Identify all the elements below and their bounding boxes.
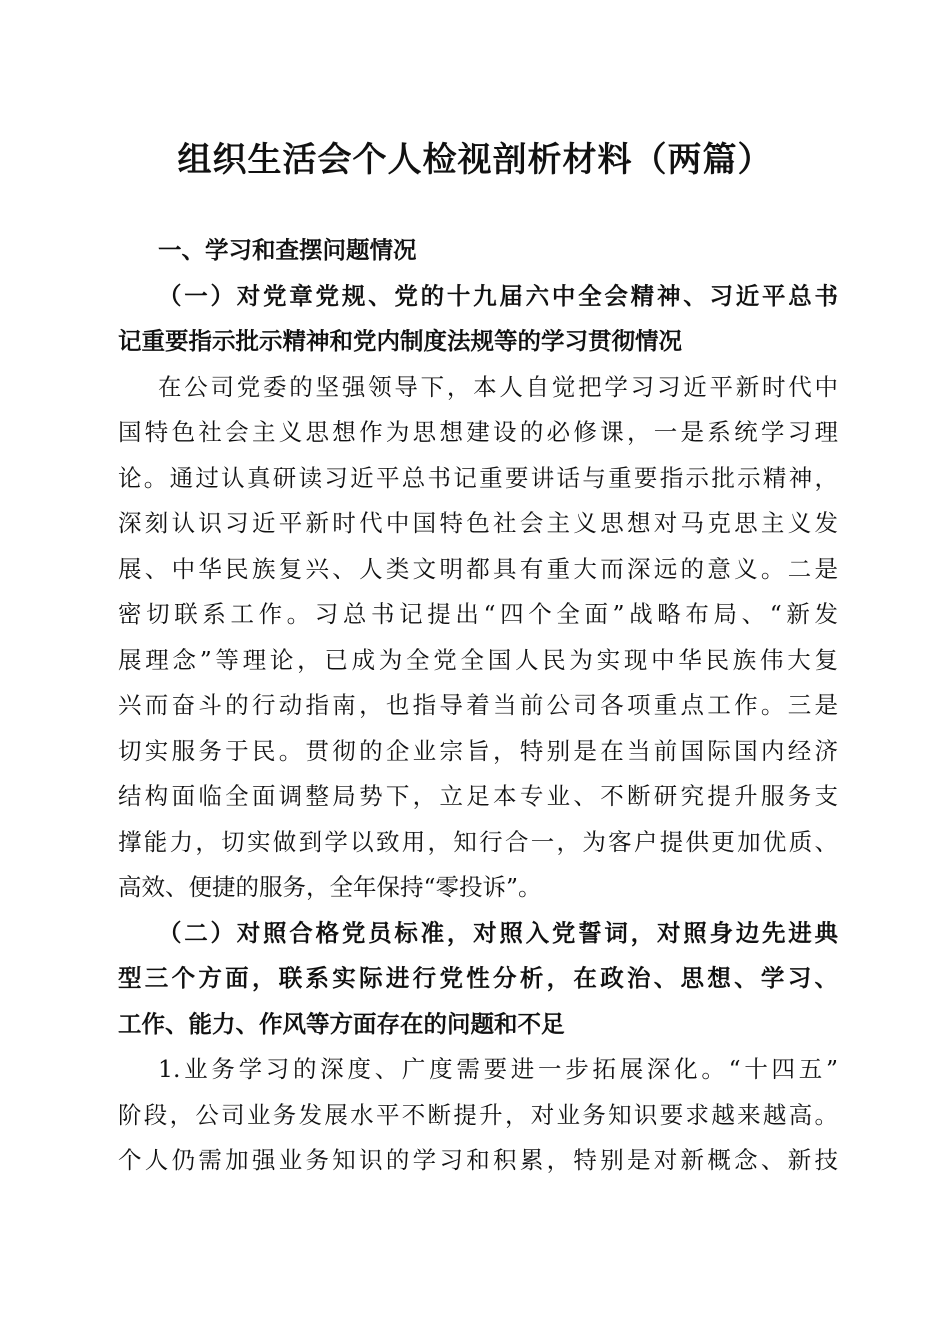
paragraph-line: 论。通过认真研读习近平总书记重要讲话与重要指示批示精神， (118, 463, 838, 492)
paragraph-line: 1.业务学习的深度、广度需要进一步拓展深化。“十四五” (158, 1055, 838, 1083)
paragraph-line: 个人仍需加强业务知识的学习和积累，特别是对新概念、新技 (118, 1146, 838, 1174)
paragraph-line: 展、中华民族复兴、人类文明都具有重大而深远的意义。二是 (118, 554, 838, 583)
paragraph-line: 撑能力，切实做到学以致用，知行合一，为客户提供更加优质、 (118, 827, 838, 856)
subheading-line: 记重要指示批示精神和党内制度法规等的学习贯彻情况 (118, 327, 682, 355)
paragraph-line: 切实服务于民。贯彻的企业宗旨，特别是在当前国际国内经济 (118, 736, 838, 765)
section-heading: 一、学习和查摆问题情况 (158, 236, 417, 264)
document-title: 组织生活会个人检视剖析材料（两篇） (177, 140, 773, 180)
document-body (118, 228, 838, 1184)
paragraph-line: 阶段，公司业务发展水平不断提升，对业务知识要求越来越高。 (118, 1100, 838, 1129)
paragraph-line: 结构面临全面调整局势下，立足本专业、不断研究提升服务支 (118, 782, 838, 810)
paragraph-line: 展理念”等理论，已成为全党全国人民为实现中华民族伟大复 (118, 645, 838, 674)
subheading-line: 工作、能力、作风等方面存在的问题和不足 (118, 1009, 565, 1038)
paragraph-line: 密切联系工作。习总书记提出“四个全面”战略布局、“新发 (118, 600, 838, 628)
paragraph-line: 兴而奋斗的行动指南，也指导着当前公司各项重点工作。三是 (118, 691, 838, 719)
subheading-line: 型三个方面，联系实际进行党性分析，在政治、思想、学习、 (118, 964, 838, 992)
paragraph-line: 国特色社会主义思想作为思想建设的必修课，一是系统学习理 (118, 418, 838, 446)
paragraph-line: 深刻认识习近平新时代中国特色社会主义思想对马克思主义发 (118, 509, 838, 537)
paragraph-line: 在公司党委的坚强领导下，本人自觉把学习习近平新时代中 (158, 372, 838, 401)
subheading-line: （二）对照合格党员标准，对照入党誓词，对照身边先进典 (158, 918, 838, 947)
subheading-line: （一）对党章党规、党的十九届六中全会精神、习近平总书 (158, 281, 838, 310)
paragraph-line: 高效、便捷的服务，全年保持“零投诉”。 (118, 873, 542, 901)
